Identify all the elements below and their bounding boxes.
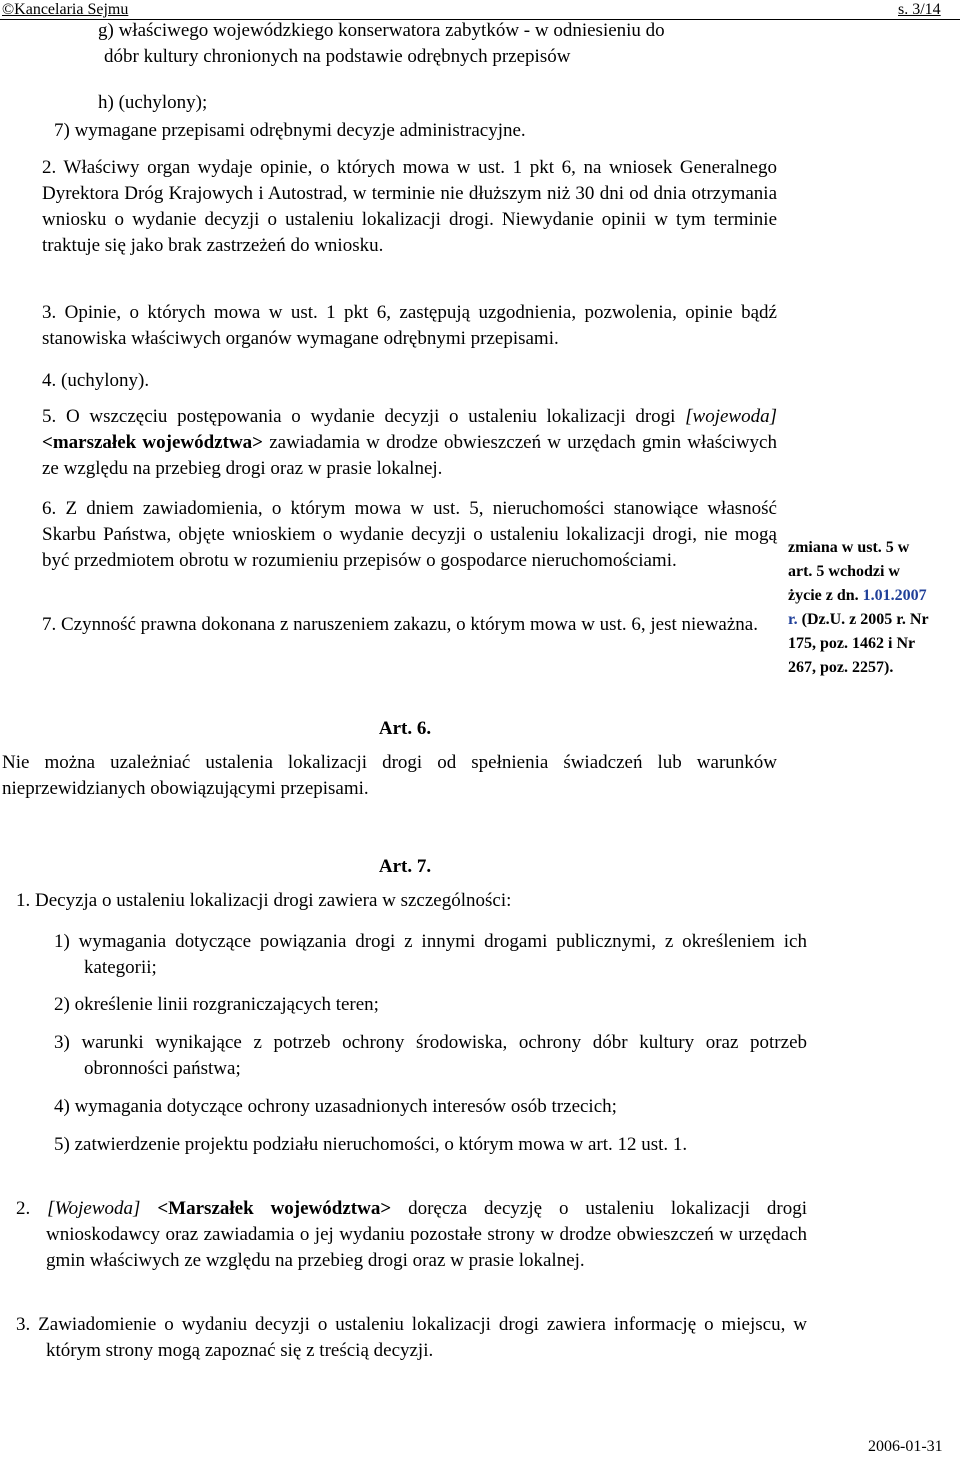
ust-5-old-wording: [wojewoda] bbox=[685, 406, 777, 427]
item-7: 7) wymagane przepisami odrębnymi decyzje administracyjne. bbox=[54, 120, 526, 141]
paragraph-ust-6: 6. Z dniem zawiadomienia, o którym mowa w ust. 5, nieruchomości stanowiące własność Skarbu Państwa, objęte wnioskiem o wydanie decyzji o ustaleniu lokalizacji drogi, nie mogą być przedmiotem obrotu w rozumieniu przepisów o gospodarce nieruchomościami. bbox=[42, 498, 777, 571]
art-7-ust-1: 1. Decyzja o ustaleniu lokalizacji drogi zawiera w szczególności: bbox=[16, 890, 512, 911]
header-source: ©Kancelaria Sejmu bbox=[2, 1, 129, 18]
ust-2-old-wording: [Wojewoda] bbox=[47, 1198, 141, 1219]
note-line-1: zmiana w ust. 5 w bbox=[788, 539, 910, 556]
art-7-item-3: 3) warunki wynikające z potrzeb ochrony środowiska, ochrony dóbr kultury oraz potrzeb obronności państwa; bbox=[54, 1032, 807, 1079]
art-7-ust-3: 3. Zawiadomienie o wydaniu decyzji o ustaleniu lokalizacji drogi zawiera informację o miejscu, w którym strony mogą zapoznać się z treścią decyzji. bbox=[16, 1314, 807, 1361]
note-line-3: życie z dn. 1.01.2007 bbox=[788, 587, 927, 604]
art-7-item-5: 5) zatwierdzenie projektu podziału nieruchomości, o którym mowa w art. 12 ust. 1. bbox=[54, 1134, 688, 1155]
art-7-title: Art. 7. bbox=[378, 856, 432, 877]
note-line-6: 267, poz. 2257). bbox=[788, 659, 894, 676]
ust-5-text-b: zawiadamia w drodze obwieszczeń w urzędach gmin właściwych ze względu na przebieg drogi oraz w prasie lokalnej. bbox=[42, 432, 777, 479]
item-g-line2: dóbr kultury chronionych na podstawie odrębnych przepisów bbox=[104, 46, 571, 67]
art-7-item-4: 4) wymagania dotyczące ochrony uzasadnionych interesów osób trzecich; bbox=[54, 1096, 617, 1117]
page-number: s. 3/14 bbox=[898, 1, 941, 18]
art-6-title: Art. 6. bbox=[378, 718, 432, 739]
ust-2-new-wording: <Marszałek województwa> bbox=[157, 1198, 392, 1219]
footer-date: 2006-01-31 bbox=[868, 1438, 943, 1455]
note-line-4: r. (Dz.U. z 2005 r. Nr bbox=[788, 611, 929, 628]
art-6-text: Nie można uzależniać ustalenia lokalizacji drogi od spełnienia świadczeń lub warunków nieprzewidzianych obowiązującymi przepisami. bbox=[2, 752, 777, 799]
paragraph-ust-2: 2. Właściwy organ wydaje opinie, o których mowa w ust. 1 pkt 6, na wniosek Generalnego Dyrektora Dróg Krajowych i Autostrad, w terminie nie dłuższym niż 30 dni od dnia otrzymania wniosku o wydanie decyzji o ustaleniu lokalizacji drogi. Niewydanie opinii w tym terminie traktuje się jako brak zastrzeżeń do wniosku. bbox=[42, 157, 777, 256]
note-line-2: art. 5 wchodzi w bbox=[788, 563, 900, 580]
paragraph-ust-4: 4. (uchylony). bbox=[42, 370, 150, 391]
ust-5-new-wording: <marszałek województwa> bbox=[42, 432, 263, 453]
paragraph-ust-3: 3. Opinie, o których mowa w ust. 1 pkt 6, zastępują uzgodnienia, pozwolenia, opinie bądź stanowiska właściwych organów wymagane odrębnymi przepisami. bbox=[42, 302, 777, 349]
item-h: h) (uchylony); bbox=[98, 92, 208, 113]
ust-5-text-a: 5. O wszczęciu postępowania o wydanie decyzji o ustaleniu lokalizacji drogi bbox=[42, 406, 686, 427]
item-g bbox=[98, 18, 788, 70]
art-7-item-2: 2) określenie linii rozgraniczających teren; bbox=[54, 994, 379, 1015]
item-g-line1: g) właściwego wojewódzkiego konserwatora zabytków - w odniesieniu do bbox=[98, 20, 665, 41]
margin-note bbox=[788, 536, 960, 680]
art-7-ust-2: 2. [Wojewoda] <Marszałek województwa> doręcza decyzję o ustaleniu lokalizacji drogi wnioskodawcy oraz zawiadamia o jej wydaniu pozostałe strony w drodze obwieszczeń w urzędach gmin właściwych ze względu na przebieg drogi oraz w prasie lokalnej. bbox=[16, 1198, 808, 1271]
note-line-5: 175, poz. 1462 i Nr bbox=[788, 635, 916, 652]
art-7-item-1: 1) wymagania dotyczące powiązania drogi z innymi drogami publicznymi, z określeniem ich kategorii; bbox=[54, 931, 807, 978]
note-date: 1.01.2007 bbox=[862, 587, 927, 604]
paragraph-ust-5 bbox=[42, 404, 777, 482]
paragraph-ust-7: 7. Czynność prawna dokonana z naruszeniem zakazu, o którym mowa w ust. 6, jest nieważna. bbox=[42, 614, 758, 635]
